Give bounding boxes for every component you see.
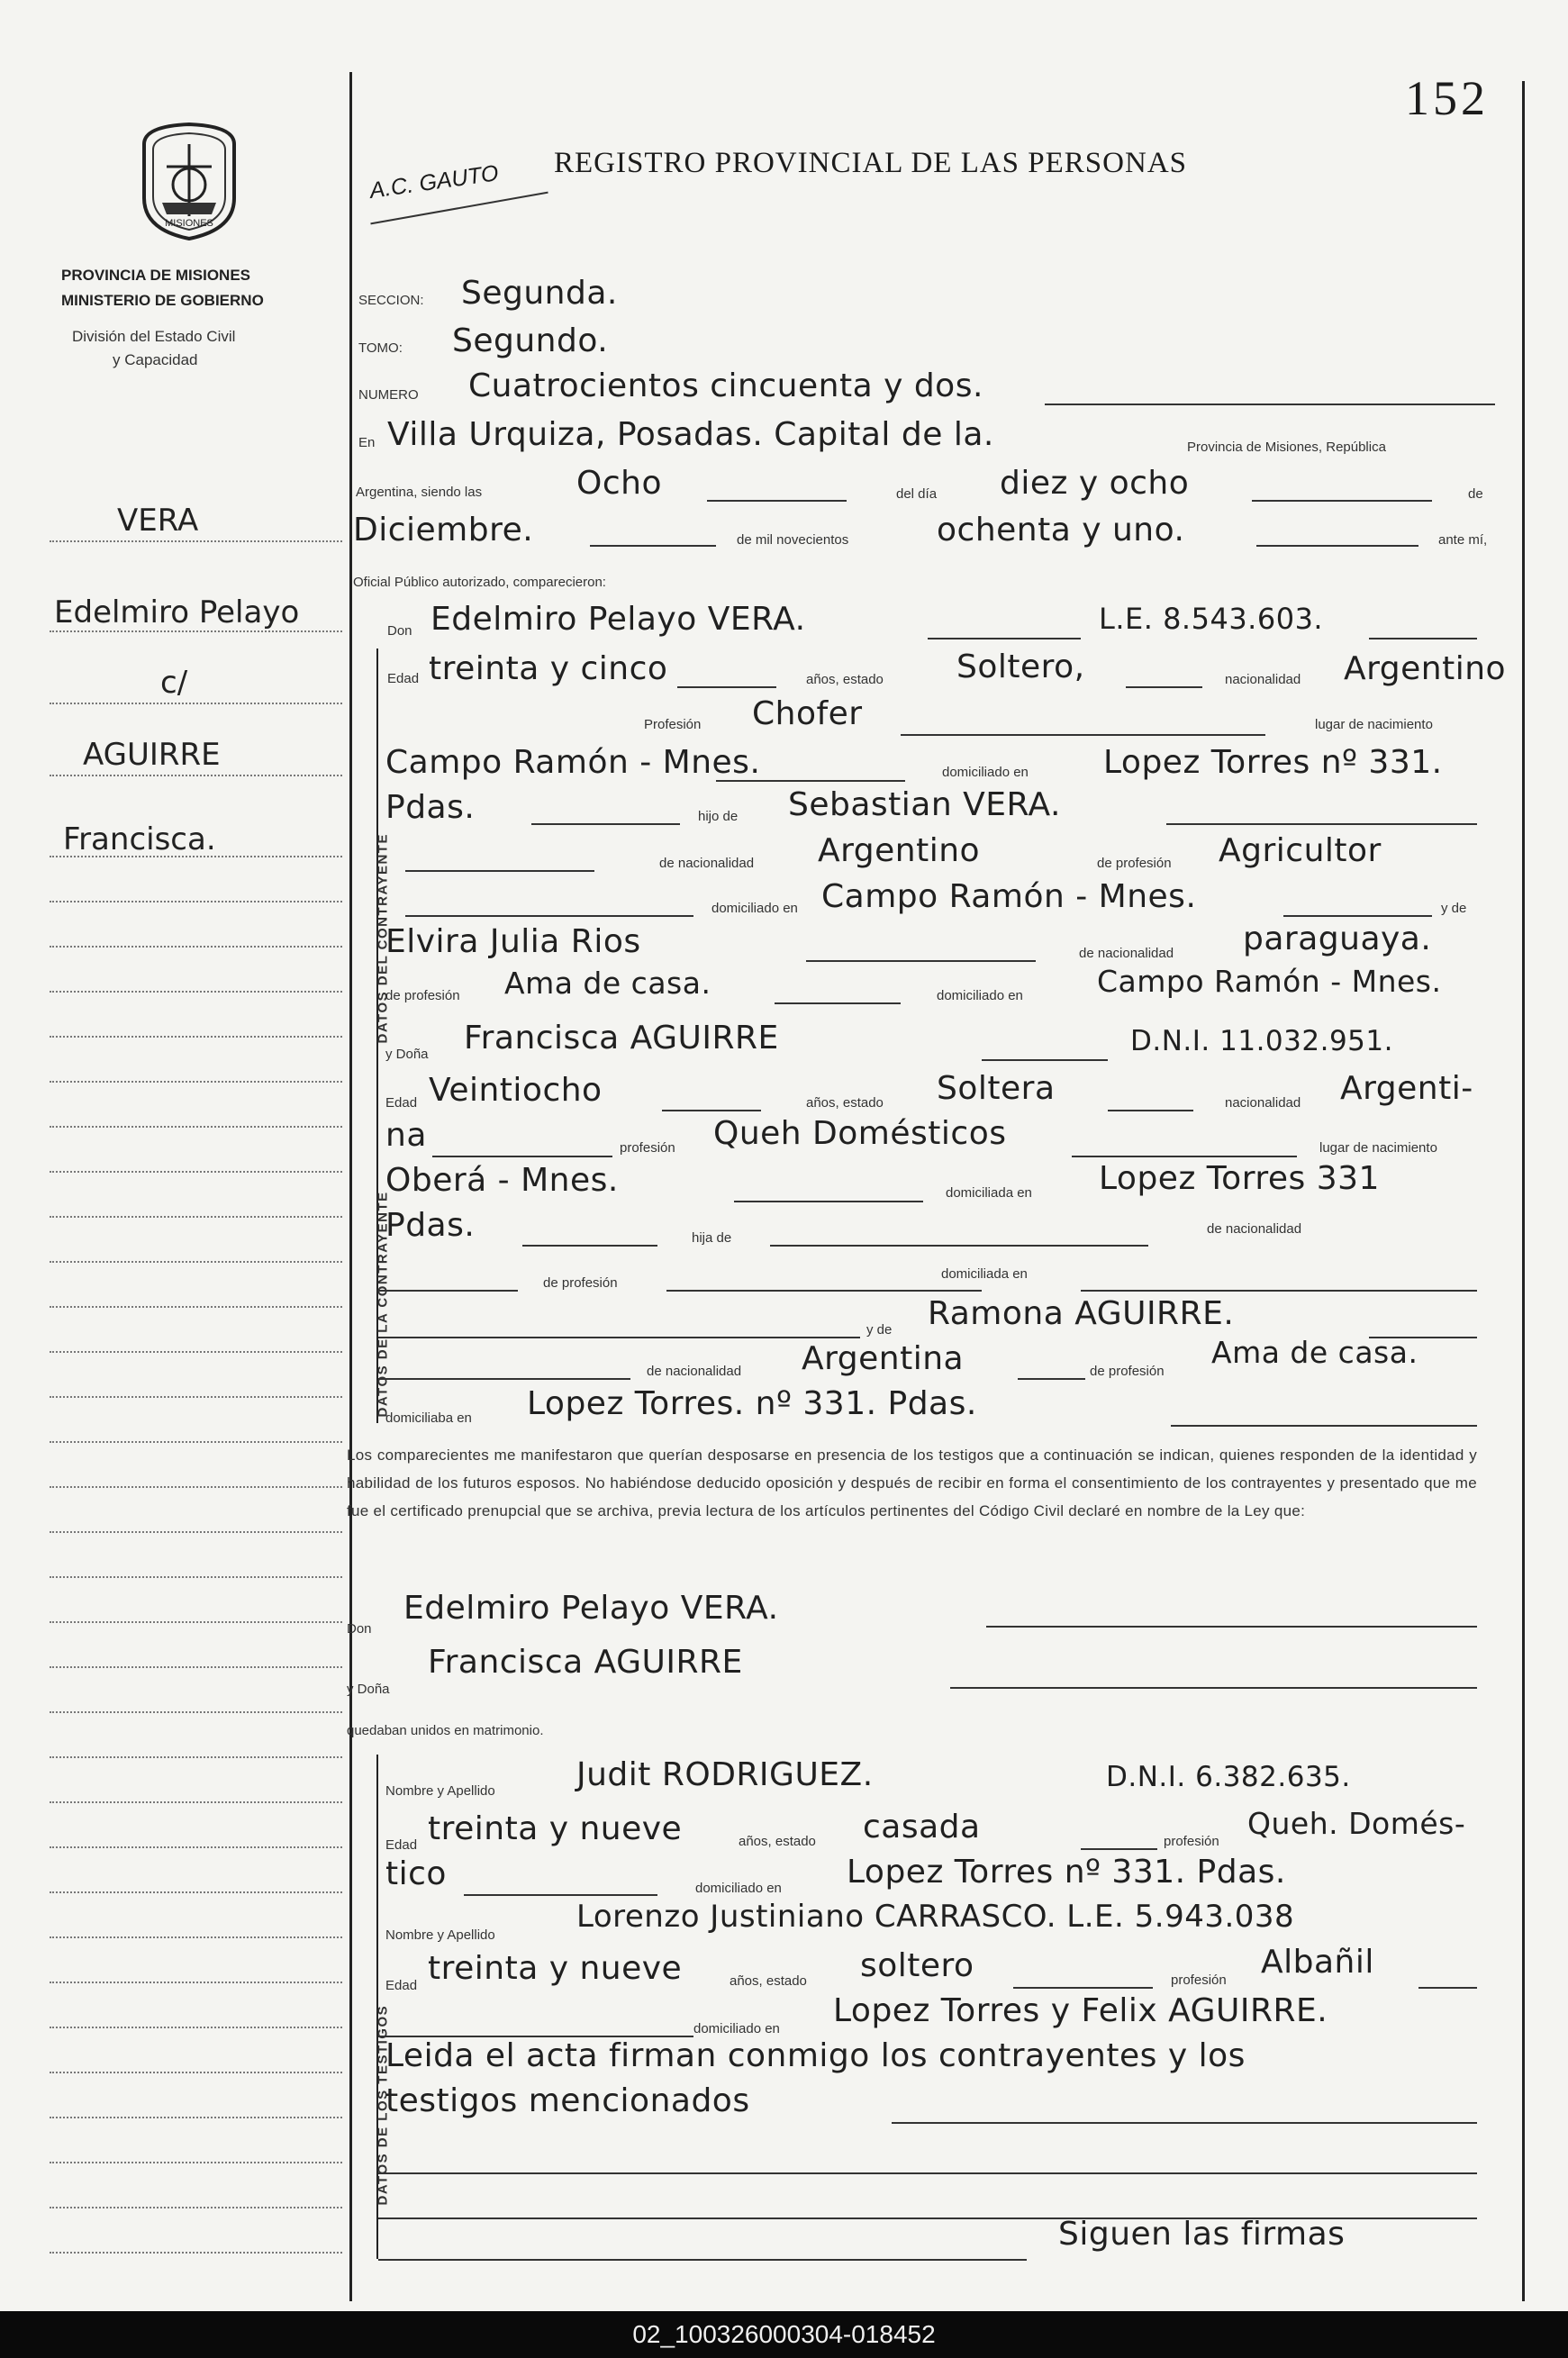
- fill-line: [432, 1156, 612, 1157]
- margin-guide: [50, 901, 342, 902]
- value-w1-age: treinta y nueve: [428, 1810, 683, 1847]
- fill-line: [1283, 915, 1432, 917]
- value-bride-name: Francisca AGUIRRE: [464, 1020, 779, 1057]
- margin-guide: [50, 2207, 342, 2208]
- margin-guide: [50, 1666, 342, 1668]
- label-profesion: profesión: [1171, 1973, 1227, 1988]
- label-domiciliado: domiciliado en: [711, 901, 798, 916]
- label-domiciliaba: domiciliaba en: [385, 1410, 472, 1426]
- fill-line: [1171, 1425, 1477, 1427]
- issuer-line1: PROVINCIA DE MISIONES: [61, 267, 251, 284]
- fill-line: [1252, 500, 1432, 502]
- margin-guide: [50, 540, 342, 542]
- label-de-mil: de mil novecientos: [737, 532, 849, 548]
- label-edad: Edad: [385, 1095, 418, 1111]
- margin-guide: [50, 1756, 342, 1758]
- fill-line: [1081, 1290, 1477, 1292]
- fill-line: [378, 1378, 630, 1380]
- legal-paragraph: Los comparecientes me manifestaron que querían desposarse en presencia de los testigos que a continuación se indican, quienes responden de la identidad y habilidad de los futuros esposos. No habiéndose deducido oposición y después de recibir en forma el consentimiento de los contrayentes y presentado que me fue el certificado prenupcial que se archiva, previa lectura de los artículos pertinentes del Código Civil declaré en nombre de la Ley que:: [347, 1447, 1477, 1519]
- label-hijo-de: hijo de: [698, 809, 739, 824]
- closing-line3: Siguen las firmas: [1058, 2216, 1346, 2253]
- margin-names1: Edelmiro Pelayo: [54, 594, 300, 630]
- fill-line: [1081, 1848, 1157, 1850]
- fill-line: [1166, 823, 1477, 825]
- fill-line: [1369, 638, 1477, 639]
- label-don: Don: [387, 623, 412, 639]
- fill-line: [378, 2259, 1027, 2261]
- value-groom-father-addr: Campo Ramón - Mnes.: [821, 878, 1197, 915]
- value-bride-age: Veintiocho: [429, 1072, 603, 1109]
- value-lugar: Villa Urquiza, Posadas. Capital de la.: [387, 416, 994, 453]
- margin-guide: [50, 1531, 342, 1533]
- label-don: Don: [347, 1621, 372, 1637]
- header-annotation: A.C. GAUTO: [367, 160, 501, 204]
- margin-guide: [50, 1621, 342, 1623]
- value-w1-doc: D.N.I. 6.382.635.: [1106, 1761, 1351, 1793]
- label-de-nacionalidad: de nacionalidad: [1079, 946, 1174, 961]
- fill-line: [950, 1687, 1477, 1689]
- label-de-nacionalidad: de nacionalidad: [659, 856, 755, 871]
- value-anio: ochenta y uno.: [937, 512, 1185, 549]
- margin-guide: [50, 1801, 342, 1803]
- label-de-profesion: de profesión: [385, 988, 460, 1003]
- svg-text:MISIONES: MISIONES: [165, 218, 213, 229]
- label-domiciliada: domiciliada en: [941, 1266, 1028, 1282]
- value-bride-nat2: na: [385, 1117, 427, 1154]
- margin-guide: [50, 1261, 342, 1263]
- value-groom-nat: Argentino: [1344, 650, 1507, 687]
- side-label-testigos: DATOS DE LOS TESTIGOS: [375, 2004, 391, 2206]
- label-argentina: Argentina, siendo las: [356, 485, 483, 500]
- margin-guide: [50, 630, 342, 632]
- value-numero: Cuatrocientos cincuenta y dos.: [468, 367, 983, 404]
- label-de-profesion: de profesión: [1097, 856, 1172, 871]
- fill-line: [986, 1626, 1477, 1628]
- fill-line: [1013, 1987, 1153, 1989]
- value-bride-addr: Lopez Torres 331: [1099, 1160, 1380, 1197]
- margin-guide: [50, 856, 342, 857]
- scan-id-footer: 02_100326000304-018452: [0, 2311, 1568, 2358]
- value-bride-mother-nat: Argentina: [802, 1340, 965, 1377]
- margin-guide: [50, 1216, 342, 1218]
- label-domiciliado: domiciliado en: [937, 988, 1023, 1003]
- margin-guide: [50, 1036, 342, 1038]
- label-de: de: [1468, 486, 1483, 502]
- margin-guide: [50, 2252, 342, 2254]
- margin-guide: [50, 1171, 342, 1173]
- margin-guide: [50, 2162, 342, 2163]
- value-groom-father-nat: Argentino: [818, 832, 981, 869]
- label-nombre-apellido: Nombre y Apellido: [385, 1927, 495, 1943]
- fill-line: [662, 1110, 761, 1111]
- value-bride-addr2: Pdas.: [385, 1207, 476, 1244]
- closing-line2: testigos mencionados: [385, 2082, 750, 2119]
- label-anos-estado: años, estado: [730, 1973, 807, 1989]
- fill-line: [1256, 545, 1418, 547]
- label-seccion: SECCION:: [358, 293, 424, 308]
- fill-line: [1018, 1378, 1085, 1380]
- label-provincia: Provincia de Misiones, República: [1187, 440, 1386, 455]
- fill-line: [677, 686, 776, 688]
- label-domiciliado: domiciliado en: [693, 2021, 780, 2036]
- fill-line: [1072, 1156, 1297, 1157]
- margin-guide: [50, 1711, 342, 1713]
- fill-line: [405, 870, 594, 872]
- fill-line: [1108, 1110, 1193, 1111]
- margin-guide: [50, 1846, 342, 1848]
- value-bride-doc: D.N.I. 11.032.951.: [1130, 1025, 1393, 1057]
- fill-line: [775, 1002, 901, 1004]
- margin-guide: [50, 2072, 342, 2073]
- label-y-dona: y Doña: [347, 1682, 390, 1697]
- label-lugar-nac: lugar de nacimiento: [1315, 717, 1433, 732]
- label-de-nacionalidad: de nacionalidad: [1207, 1221, 1302, 1237]
- margin-guide: [50, 1126, 342, 1128]
- fill-line: [531, 823, 680, 825]
- label-lugar-nac: lugar de nacimiento: [1319, 1140, 1437, 1156]
- side-label-contrayente: DATOS DEL CONTRAYENTE: [375, 833, 391, 1044]
- value-bride-mother-prof: Ama de casa.: [1211, 1335, 1418, 1370]
- margin-guide: [50, 2027, 342, 2028]
- value-bride-prof: Queh Domésticos: [713, 1115, 1007, 1152]
- value-groom-prof: Chofer: [752, 695, 863, 732]
- margin-guide: [50, 1936, 342, 1938]
- value-w2-name: Lorenzo Justiniano CARRASCO. L.E. 5.943.038: [576, 1899, 1295, 1935]
- fill-line: [590, 545, 716, 547]
- issuer-line3: División del Estado Civil: [72, 328, 236, 345]
- margin-conj: c/: [160, 665, 188, 701]
- value-groom-father-prof: Agricultor: [1219, 832, 1382, 869]
- label-de-nacionalidad: de nacionalidad: [647, 1364, 742, 1379]
- value-w1-prof2: tico: [385, 1855, 447, 1892]
- value-w1-addr: Lopez Torres nº 331. Pdas.: [847, 1854, 1286, 1891]
- value-w1-name: Judit RODRIGUEZ.: [576, 1756, 874, 1793]
- margin-guide: [50, 1576, 342, 1578]
- value-bride-birth: Oberá - Mnes.: [385, 1162, 619, 1199]
- label-de-profesion: de profesión: [543, 1275, 618, 1291]
- value-w1-status: casada: [863, 1809, 981, 1846]
- value-decl-dona: Francisca AGUIRRE: [428, 1644, 743, 1681]
- margin-guide: [50, 991, 342, 993]
- label-edad: Edad: [387, 671, 420, 686]
- value-bride-status: Soltera: [937, 1070, 1056, 1107]
- value-bride-mother-addr: Lopez Torres. nº 331. Pdas.: [527, 1385, 977, 1422]
- label-tomo: TOMO:: [358, 340, 403, 356]
- value-groom-mother: Elvira Julia Rios: [385, 923, 641, 960]
- issuer-line2: MINISTERIO DE GOBIERNO: [61, 292, 264, 309]
- fill-line: [1045, 404, 1495, 405]
- value-w2-status: soltero: [860, 1947, 974, 1984]
- value-groom-age: treinta y cinco: [429, 650, 668, 687]
- value-groom-mother-prof: Ama de casa.: [504, 966, 711, 1001]
- label-domiciliado: domiciliado en: [695, 1881, 782, 1896]
- fill-line: [378, 2172, 1477, 2174]
- margin-guide: [50, 1982, 342, 1983]
- fill-line: [982, 1059, 1108, 1061]
- value-bride-mother: Ramona AGUIRRE.: [928, 1295, 1235, 1332]
- value-groom-addr2: Pdas.: [385, 789, 476, 826]
- value-groom-name: Edelmiro Pelayo VERA.: [431, 601, 806, 638]
- fill-line: [707, 500, 847, 502]
- margin-guide: [50, 1891, 342, 1893]
- margin-guide: [50, 1306, 342, 1308]
- label-edad: Edad: [385, 1837, 418, 1853]
- issuer-line4: y Capacidad: [113, 351, 198, 368]
- label-y-dona: y Doña: [385, 1047, 429, 1062]
- label-de-profesion: de profesión: [1090, 1364, 1165, 1379]
- margin-surname2: AGUIRRE: [83, 737, 221, 773]
- value-decl-don: Edelmiro Pelayo VERA.: [403, 1590, 779, 1627]
- margin-guide: [50, 2117, 342, 2118]
- value-w2-prof: Albañil: [1261, 1944, 1374, 1981]
- value-hora: Ocho: [576, 465, 662, 502]
- value-groom-mother-nat: paraguaya.: [1243, 921, 1432, 957]
- fill-line: [901, 734, 1265, 736]
- label-del-dia: del día: [896, 486, 938, 502]
- provincial-seal-icon: [126, 117, 252, 243]
- fill-line: [1418, 1987, 1477, 1989]
- value-w1-prof: Queh. Domés-: [1247, 1806, 1466, 1841]
- label-y-de: y de: [866, 1322, 893, 1338]
- label-domiciliado: domiciliado en: [942, 765, 1029, 780]
- margin-guide: [50, 1486, 342, 1488]
- fill-line: [666, 1290, 982, 1292]
- value-w2-addr: Lopez Torres y Felix AGUIRRE.: [833, 1992, 1328, 2029]
- label-profesion: Profesión: [644, 717, 702, 732]
- value-groom-status: Soltero,: [956, 648, 1085, 685]
- label-y-de: y de: [1441, 901, 1467, 916]
- label-anos-estado: años, estado: [806, 672, 884, 687]
- label-profesion: profesión: [1164, 1834, 1219, 1849]
- value-groom-birth: Campo Ramón - Mnes.: [385, 744, 761, 781]
- fill-line: [464, 1894, 657, 1896]
- fill-line: [928, 638, 1081, 639]
- value-groom-father: Sebastian VERA.: [788, 786, 1061, 823]
- margin-guide: [50, 1351, 342, 1353]
- label-hija-de: hija de: [692, 1230, 732, 1246]
- label-en: En: [358, 435, 376, 450]
- fill-line: [1126, 686, 1202, 688]
- fill-line: [716, 780, 905, 782]
- left-margin-line: [349, 72, 352, 2301]
- value-dia: diez y ocho: [1000, 465, 1190, 502]
- closing-line1: Leida el acta firman conmigo los contrayentes y los: [385, 2037, 1246, 2074]
- label-domiciliada: domiciliada en: [946, 1185, 1032, 1201]
- margin-surname1: VERA: [117, 503, 199, 539]
- value-bride-nat: Argenti-: [1340, 1070, 1473, 1107]
- label-ante-mi: ante mí,: [1438, 532, 1488, 548]
- label-anos-estado: años, estado: [739, 1834, 816, 1849]
- value-mes: Diciembre.: [353, 512, 534, 549]
- fill-line: [734, 1201, 923, 1202]
- margin-guide: [50, 1441, 342, 1443]
- fill-line: [770, 1245, 1148, 1247]
- value-w2-age: treinta y nueve: [428, 1950, 683, 1987]
- margin-guide: [50, 1396, 342, 1398]
- label-nombre-apellido: Nombre y Apellido: [385, 1783, 495, 1799]
- label-anos-estado: años, estado: [806, 1095, 884, 1111]
- fill-line: [405, 915, 693, 917]
- right-margin-line: [1522, 81, 1525, 2301]
- fill-line: [806, 960, 1036, 962]
- margin-guide: [50, 703, 342, 704]
- margin-guide: [50, 946, 342, 948]
- fill-line: [378, 1337, 860, 1338]
- margin-names2: Francisca.: [63, 821, 216, 857]
- value-groom-addr: Lopez Torres nº 331.: [1103, 744, 1443, 781]
- label-nacionalidad: nacionalidad: [1225, 672, 1301, 687]
- value-groom-doc: L.E. 8.543.603.: [1099, 602, 1324, 636]
- page-number: 152: [1405, 71, 1489, 125]
- label-profesion: profesión: [620, 1140, 675, 1156]
- value-seccion: Segunda.: [461, 275, 618, 312]
- label-oficial: Oficial Público autorizado, comparecieron:: [353, 575, 606, 590]
- value-groom-mother-addr: Campo Ramón - Mnes.: [1097, 964, 1442, 999]
- label-edad: Edad: [385, 1978, 418, 1993]
- label-nacionalidad: nacionalidad: [1225, 1095, 1301, 1111]
- label-quedaban: quedaban unidos en matrimonio.: [347, 1723, 544, 1738]
- side-label-contrayenta: DATOS DE LA CONTRAYENTE: [375, 1191, 391, 1418]
- fill-line: [522, 1245, 657, 1247]
- value-tomo: Segundo.: [452, 322, 609, 359]
- page-title: REGISTRO PROVINCIAL DE LAS PERSONAS: [554, 147, 1188, 179]
- margin-guide: [50, 775, 342, 776]
- fill-line: [892, 2122, 1477, 2124]
- label-numero: NUMERO: [358, 387, 419, 403]
- margin-guide: [50, 1081, 342, 1083]
- fill-line: [378, 1290, 518, 1292]
